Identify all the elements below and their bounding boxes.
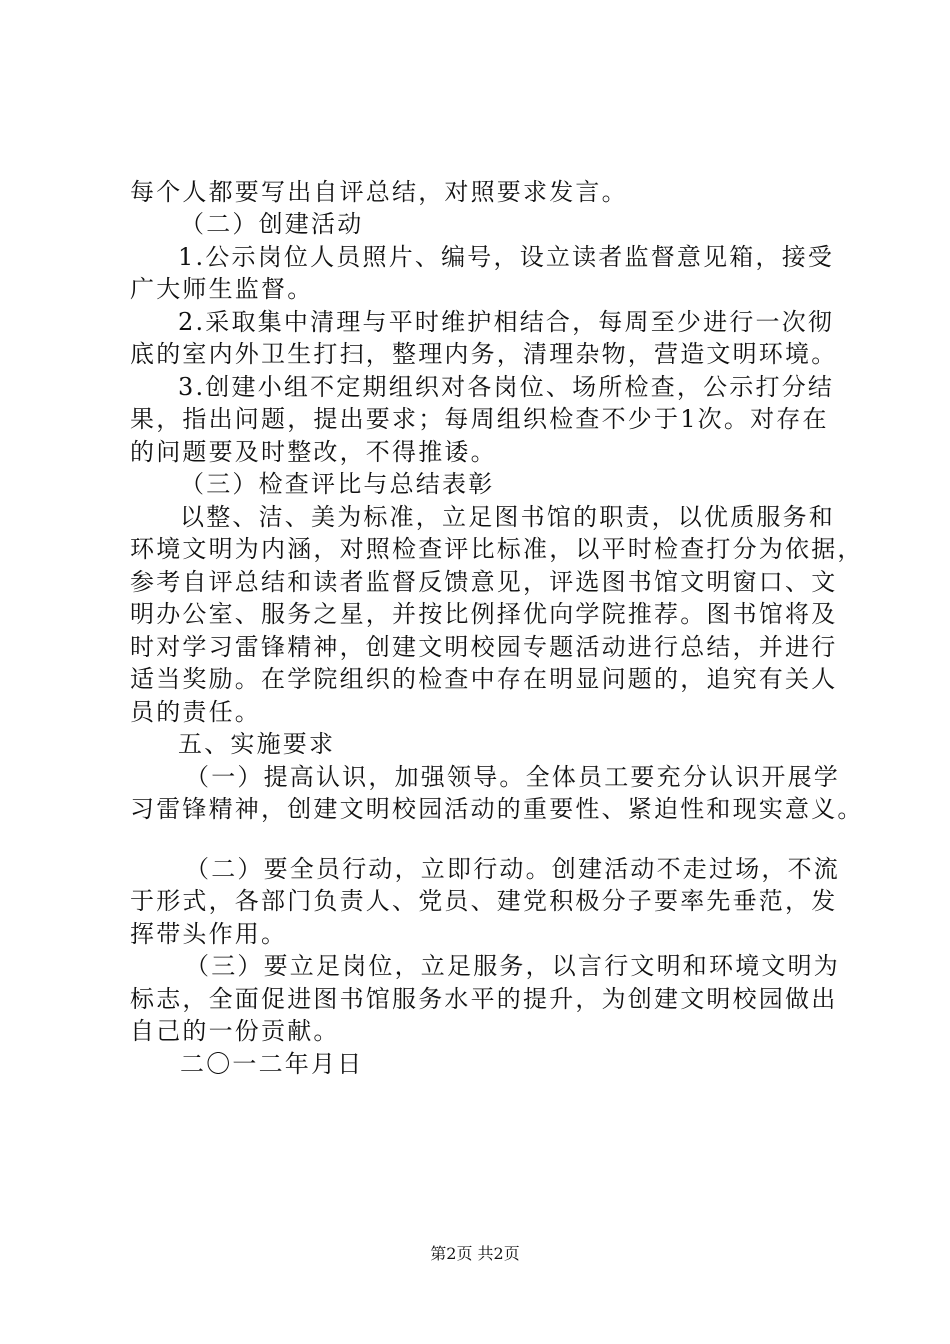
text-line: 参考自评总结和读者监督反馈意见，评选图书馆文明窗口、文 — [130, 568, 838, 596]
text-line: 员的责任。 — [130, 698, 261, 726]
text-line: 挥带头作用。 — [130, 920, 288, 948]
text-line: 1.公示岗位人员照片、编号，设立读者监督意见箱，接受 — [178, 243, 835, 271]
text-line: 标志，全面促进图书馆服务水平的提升，为创建文明校园做出 — [130, 985, 838, 1013]
text-line: 3.创建小组不定期组织对各岗位、场所检查，公示打分结 — [178, 373, 835, 401]
text-line: 的问题要及时整改，不得推诿。 — [130, 438, 497, 466]
section-heading: 五、实施要求 — [178, 730, 336, 758]
text-line: （三）要立足岗位，立足服务，以言行文明和环境文明为 — [185, 952, 840, 980]
section-heading: （二）创建活动 — [180, 210, 364, 238]
text-line: （二）要全员行动，立即行动。创建活动不走过场，不流 — [185, 855, 840, 883]
date-line: 二〇一二年月日 — [180, 1050, 364, 1078]
text-line: 习雷锋精神，创建文明校园活动的重要性、紧迫性和现实意义。 — [130, 795, 864, 823]
text-line: 环境文明为内涵，对照检查评比标准，以平时检查打分为依据， — [130, 535, 864, 563]
text-line: （一）提高认识，加强领导。全体员工要充分认识开展学 — [185, 763, 840, 791]
text-line: 于形式，各部门负责人、党员、建党积极分子要率先垂范，发 — [130, 887, 838, 915]
text-line: 果，指出问题，提出要求；每周组织检查不少于1次。对存在 — [130, 405, 829, 433]
text-line: 适当奖励。在学院组织的检查中存在明显问题的，追究有关人 — [130, 665, 838, 693]
section-heading: （三）检查评比与总结表彰 — [180, 470, 495, 498]
text-line: 底的室内外卫生打扫，整理内务，清理杂物，营造文明环境。 — [130, 340, 838, 368]
text-line: 2.采取集中清理与平时维护相结合，每周至少进行一次彻 — [178, 308, 835, 336]
text-line: 以整、洁、美为标准，立足图书馆的职责，以优质服务和 — [180, 503, 835, 531]
text-line: 广大师生监督。 — [130, 275, 314, 303]
text-line: 时对学习雷锋精神，创建文明校园专题活动进行总结，并进行 — [130, 633, 838, 661]
page-footer: 第2页 共2页 — [430, 1244, 520, 1263]
text-line: 每个人都要写出自评总结，对照要求发言。 — [130, 178, 628, 206]
text-line: 明办公室、服务之星，并按比例择优向学院推荐。图书馆将及 — [130, 600, 838, 628]
text-line: 自己的一份贡献。 — [130, 1017, 340, 1045]
